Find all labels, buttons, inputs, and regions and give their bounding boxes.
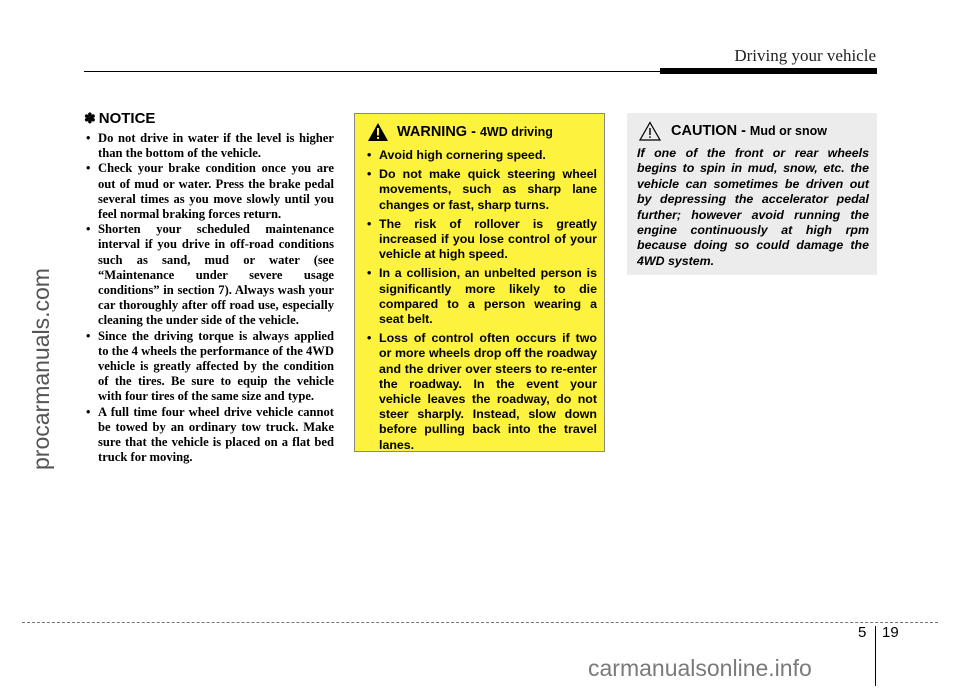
warning-item: • Avoid high cornering speed. xyxy=(365,148,597,163)
notice-list xyxy=(84,131,334,465)
notice-title: NOTICE xyxy=(98,110,156,127)
header-rule-thick xyxy=(660,68,877,74)
warning-title: WARNING - xyxy=(397,124,476,140)
header-title: Driving your vehicle xyxy=(734,46,876,65)
warning-item: • Loss of control often occurs if two or more wheels drop off the roadway and the driver over steers to re-enter the roadway. In the event your vehicle leaves the roadway, do not steer sharply. Instead, slow down before pulling back into the travel lanes. xyxy=(365,331,597,453)
notice-section xyxy=(84,110,334,465)
notice-item: • A full time four wheel drive vehicle cannot be towed by an ordinary tow truck. Make sure that the vehicle is placed on a flat bed truck for moving. xyxy=(84,405,334,466)
caution-body: If one of the front or rear wheels begins to spin in mud, snow, etc. the vehicle can sometimes be driven out by depressing the accelerator pedal further; however avoid running the engine continuously at high rpm because doing so could damage the 4WD system. xyxy=(637,146,869,268)
warning-item: • Do not make quick steering wheel movements, such as sharp lane changes or fast, sharp turns. xyxy=(365,167,597,213)
warning-heading xyxy=(365,122,597,142)
notice-item: • Since the driving torque is always applied to the 4 wheels the performance of the 4WD vehicle is greatly affected by the condition of the tires. Be sure to equip the vehicle with four tires of the same size and type. xyxy=(84,329,334,405)
warning-triangle-icon xyxy=(367,122,389,142)
page-number: 19 xyxy=(882,624,899,641)
header-rule xyxy=(84,71,660,72)
caution-heading xyxy=(637,121,869,141)
footer-rule xyxy=(22,622,938,623)
caution-box xyxy=(627,113,877,275)
warning-list xyxy=(365,148,597,453)
warning-subtitle: 4WD driving xyxy=(479,125,553,139)
warning-item: • In a collision, an unbelted person is significantly more likely to die compared to a person wearing a seat belt. xyxy=(365,266,597,327)
watermark-side: procarmanuals.com xyxy=(28,268,54,470)
warning-item: • The risk of rollover is greatly increased if you lose control of your vehicle at high speed. xyxy=(365,217,597,263)
notice-item: • Shorten your scheduled maintenance interval if you drive in off-road conditions such as sand, mud or water (see “Maintenance under severe usage conditions” in section 7). Always wash your car thoroughly after off road use, especially cleaning the under side of the vehicle. xyxy=(84,222,334,328)
warning-box xyxy=(354,113,605,452)
notice-heading xyxy=(84,110,334,127)
caution-title: CAUTION - xyxy=(671,123,746,139)
watermark-bottom[interactable]: carmanualsonline.info xyxy=(588,655,812,681)
page-divider xyxy=(875,626,876,686)
notice-item: • Check your brake condition once you are out of mud or water. Press the brake pedal several times as you move slowly until you feel normal braking forces return. xyxy=(84,161,334,222)
notice-item: • Do not drive in water if the level is higher than the bottom of the vehicle. xyxy=(84,131,334,161)
notice-star-icon: ✽ xyxy=(84,110,96,126)
caution-subtitle: Mud or snow xyxy=(749,124,827,138)
chapter-number: 5 xyxy=(858,624,867,641)
caution-triangle-icon xyxy=(639,121,661,141)
